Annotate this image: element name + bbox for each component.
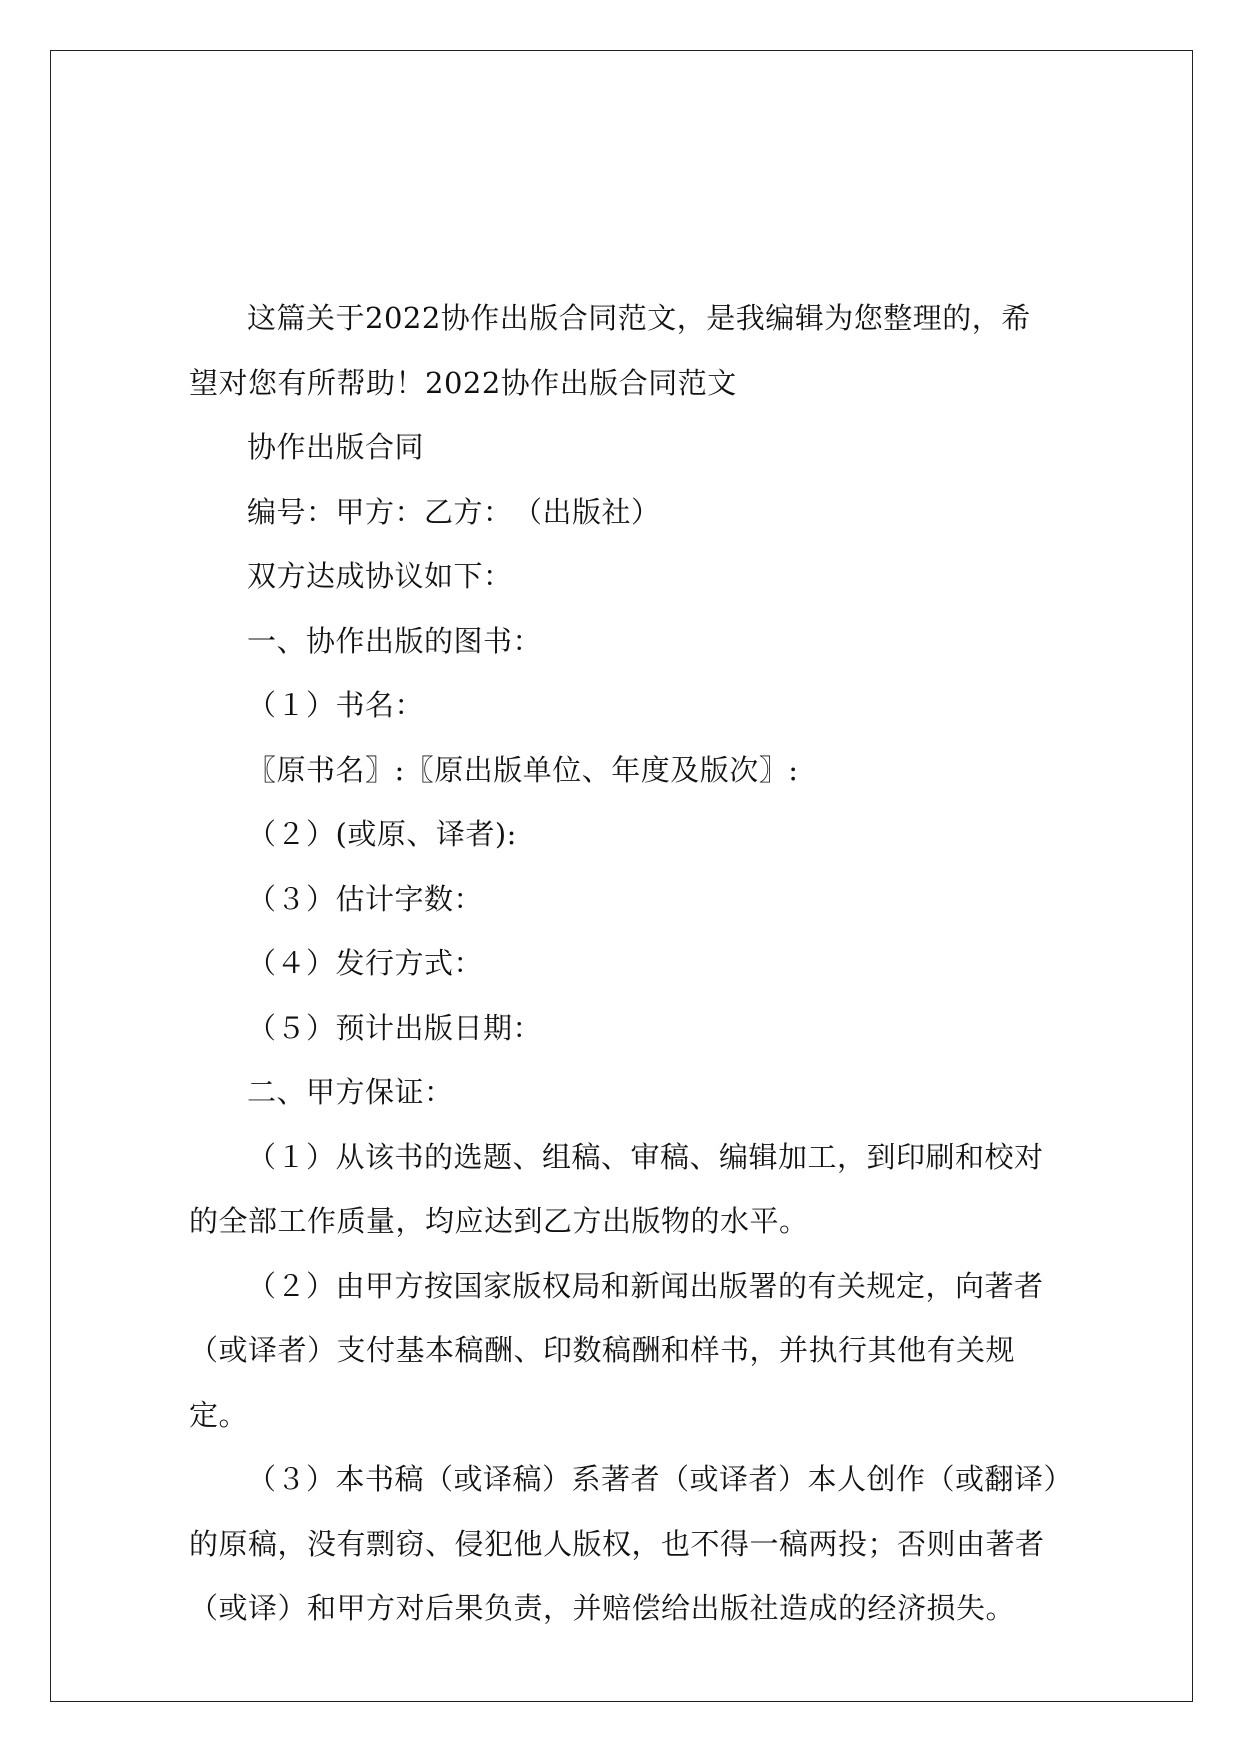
section-2-heading: 二、甲方保证： — [247, 1075, 454, 1109]
clause-2: （２）由甲方按国家版权局和新闻出版署的有关规定，向著者（或译者）支付基本稿酬、印数稿酬和样书，并执行其他有关规定。 — [189, 1268, 1044, 1432]
item-original-info: 〖原书名〗:〖原出版单位、年度及版次〗: — [247, 752, 799, 787]
item-book-name: （１）书名： — [247, 688, 425, 722]
item-publish-date: （５）预计出版日期： — [247, 1010, 543, 1045]
contract-title: 协作出版合同 — [247, 430, 425, 464]
parties-line: 编号：甲方：乙方： （出版社） — [247, 494, 661, 529]
item-word-count: （３）估计字数： — [247, 881, 484, 916]
item-distribution: （４）发行方式： — [247, 946, 484, 980]
section-1-heading: 一、协作出版的图书： — [247, 623, 543, 658]
clause-3: （３）本书稿（或译稿）系著者（或译者）本人创作（或翻译）的原稿，没有剽窃、侵犯他人版权，也不得一稿两投；否则由著者（或译）和甲方对后果负责，并赔偿给出版社造成的经济损失。 — [189, 1462, 1059, 1625]
clause-1: （１）从该书的选题、组稿、审稿、编辑加工，到印刷和校对的全部工作质量，均应达到乙方出版物的水平。 — [189, 1139, 1044, 1238]
item-translator: （２）(或原、译者): — [247, 817, 517, 851]
intro-paragraph: 这篇关于2022协作出版合同范文，是我编辑为您整理的，希望对您有所帮助！2022协作出版合同范文 — [189, 301, 1031, 400]
document-body — [189, 286, 1059, 1641]
agreement-line: 双方达成协议如下： — [247, 559, 513, 593]
